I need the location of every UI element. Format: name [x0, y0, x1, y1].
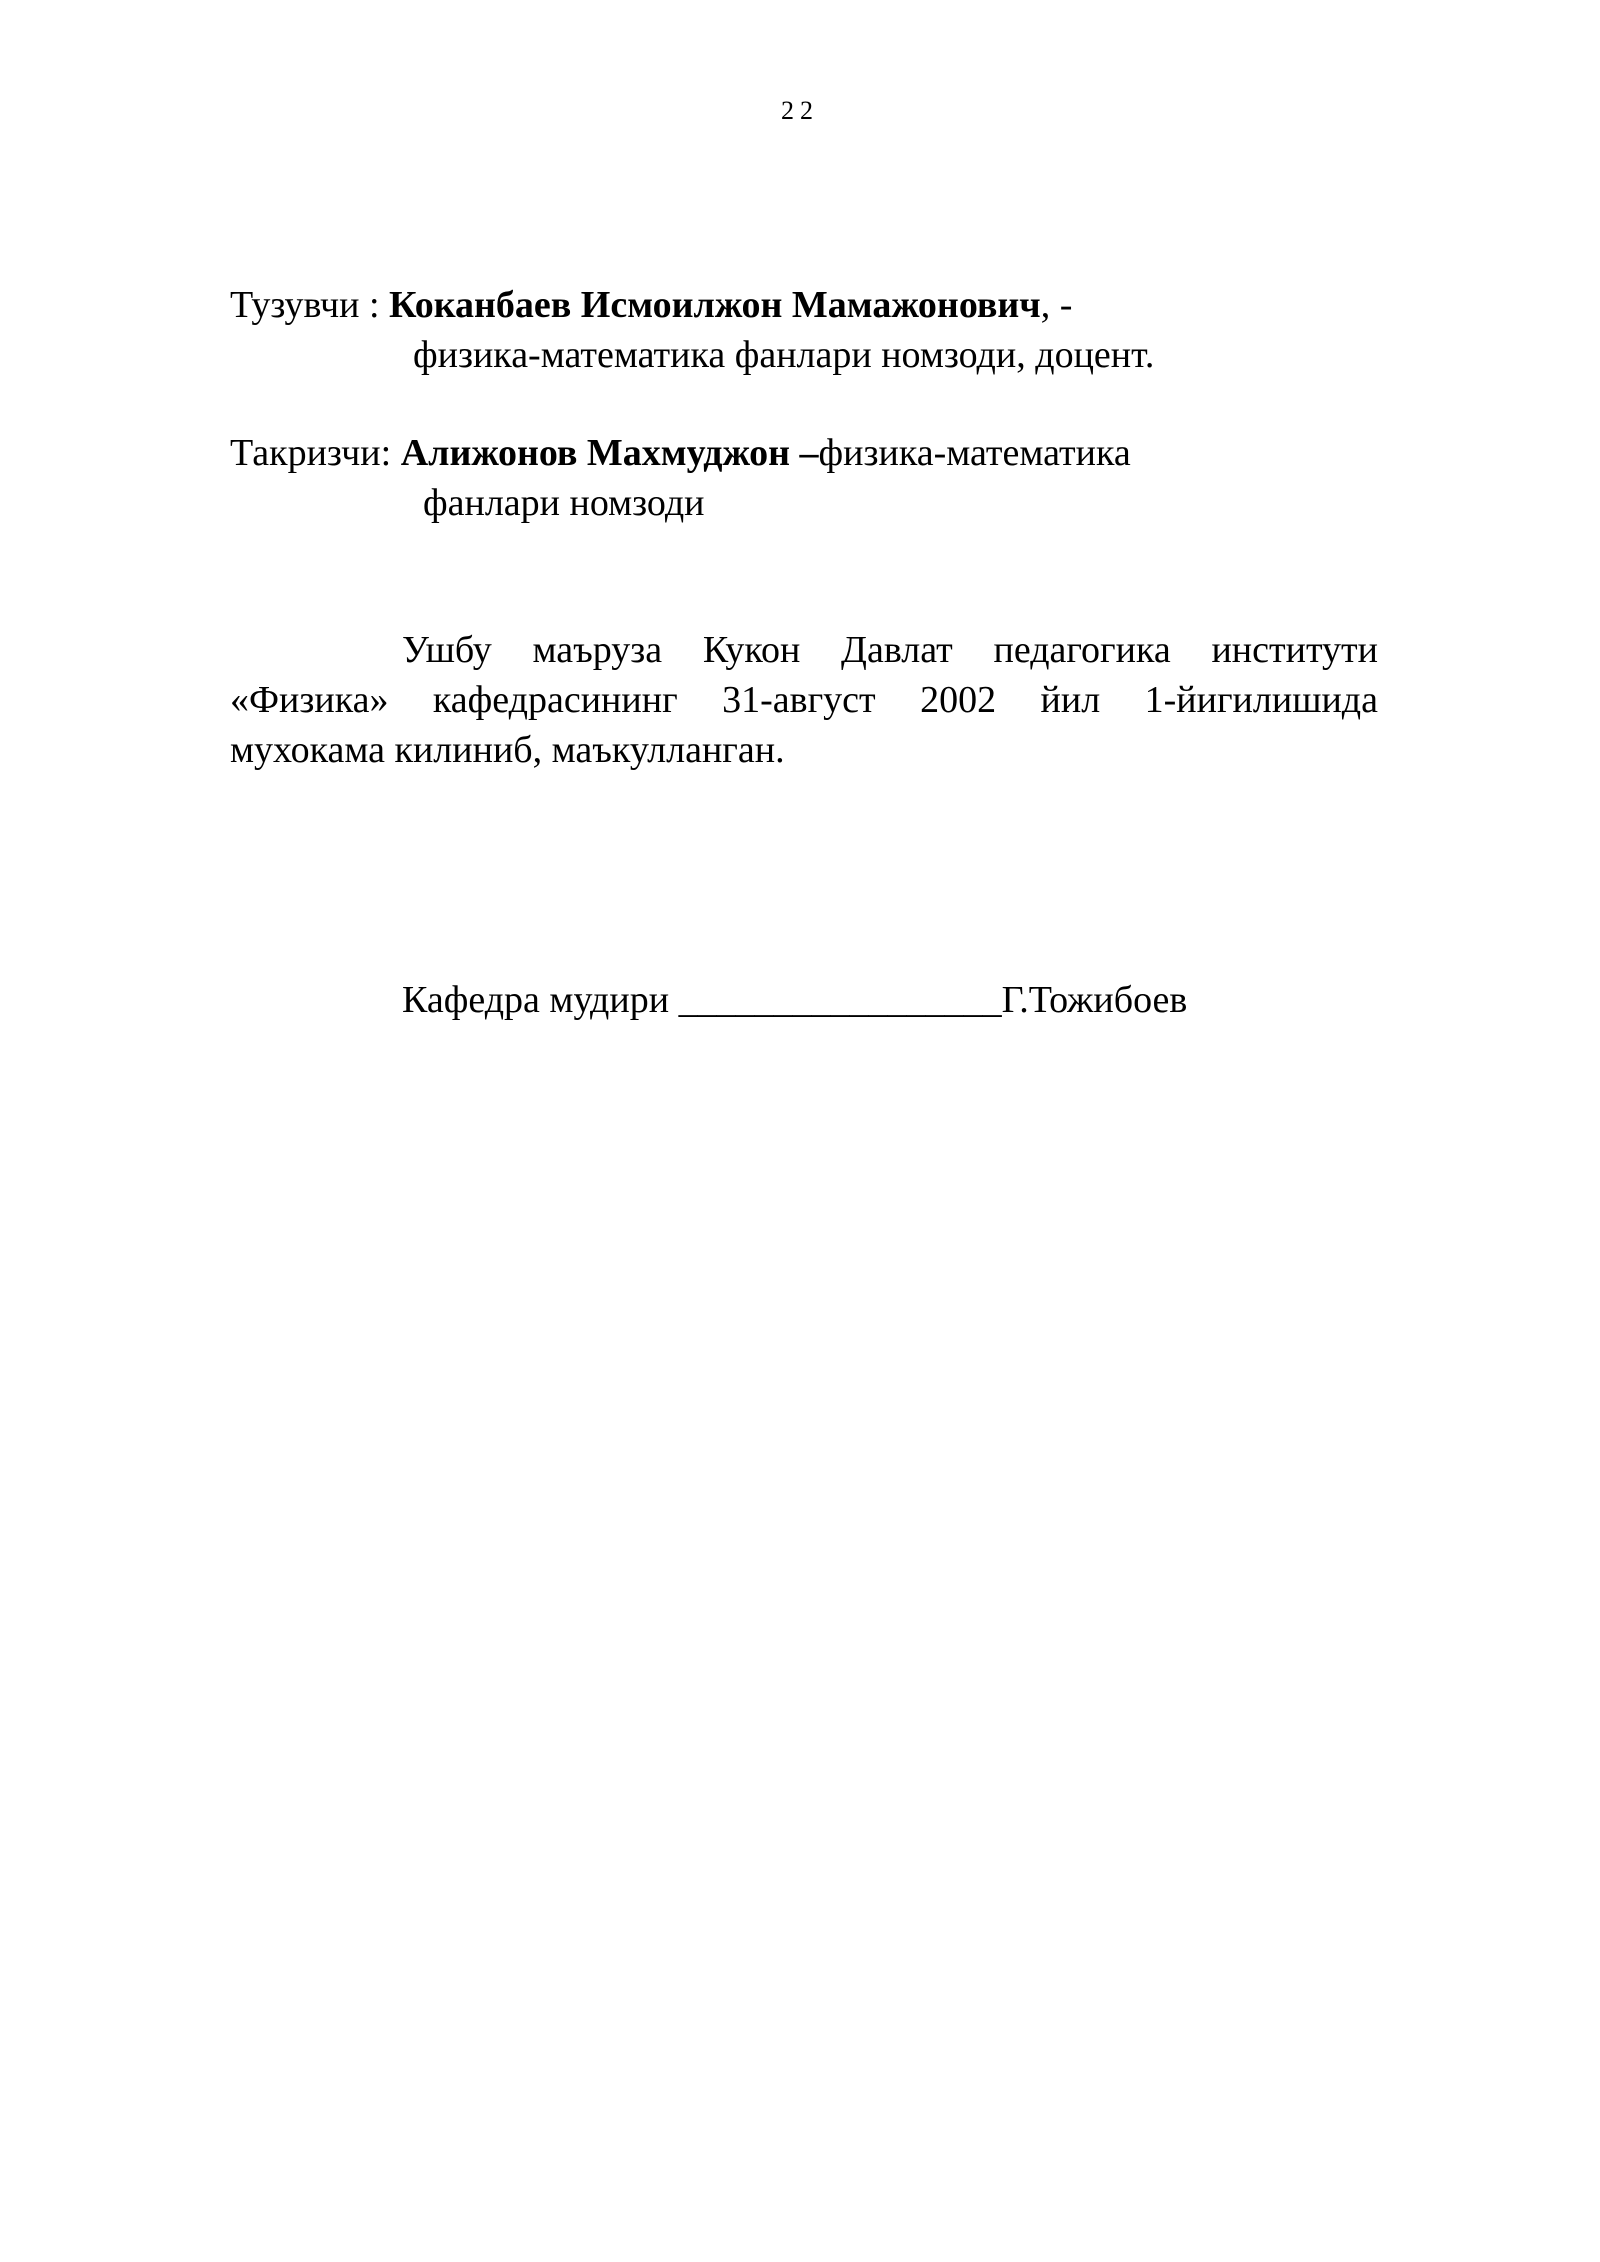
approval-line-3: мухокама килиниб, маъкулланган.: [230, 729, 785, 771]
compiler-label: Тузувчи :: [230, 284, 390, 326]
page-number: 22: [781, 96, 819, 125]
compiler-name-suffix: , -: [1040, 284, 1073, 326]
compiler-block: [230, 280, 1154, 380]
signature-blank: _________________: [678, 979, 1002, 1021]
reviewer-name: Алижонов Махмуджон –: [400, 432, 819, 474]
compiler-line: [230, 280, 1154, 330]
signature-line: [402, 975, 1187, 1025]
signature-position: Кафедра мудири: [402, 979, 679, 1021]
reviewer-title-part1: физика-математика: [818, 432, 1131, 474]
approval-line-2: «Физика» кафедрасининг 31-август 2002 йил 1-йигилишида: [230, 679, 1378, 721]
compiler-name: Коканбаев Исмоилжон Мамажонович: [389, 284, 1041, 326]
approval-line-1: Ушбу маъруза Кукон Давлат педагогика институти: [402, 629, 1378, 671]
signature-name: Г.Тожибоев: [1001, 979, 1188, 1021]
reviewer-block: [230, 428, 1131, 528]
reviewer-line: [230, 428, 1131, 478]
compiler-title: физика-математика фанлари номзоди, доцент.: [413, 334, 1155, 376]
reviewer-title-part2: фанлари номзоди: [423, 482, 705, 524]
approval-paragraph: [230, 625, 1378, 775]
reviewer-label: Такризчи:: [230, 432, 401, 474]
